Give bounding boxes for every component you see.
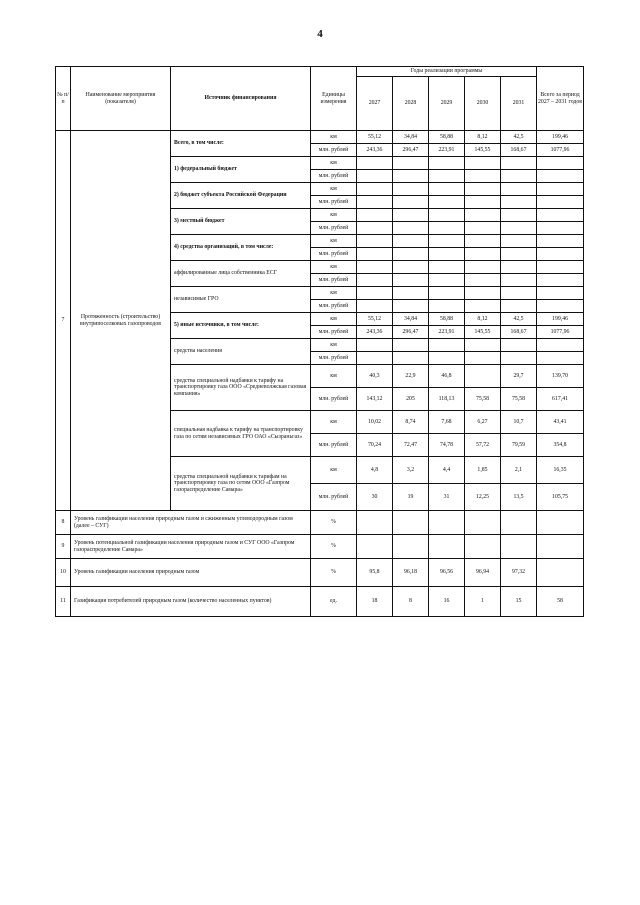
- value-cell: 58,88: [429, 131, 465, 144]
- value-cell: 22,9: [393, 365, 429, 388]
- source-cell: 3) местный бюджет: [171, 209, 311, 235]
- value-cell: [465, 183, 501, 196]
- value-cell: [537, 287, 584, 300]
- value-cell: 168,67: [501, 144, 537, 157]
- value-cell: 8,12: [465, 313, 501, 326]
- value-cell: [357, 248, 393, 261]
- unit-cell: млн. рублей: [311, 434, 357, 457]
- row-name: Газификация потребителей природным газом (количество населенных пунктов): [71, 587, 311, 617]
- table-row: [56, 587, 584, 617]
- unit-cell: млн. рублей: [311, 484, 357, 511]
- unit-cell: млн. рублей: [311, 388, 357, 411]
- value-cell: 75,58: [501, 388, 537, 411]
- value-cell: 8: [393, 587, 429, 617]
- value-cell: 42,5: [501, 313, 537, 326]
- value-cell: 96,18: [393, 559, 429, 587]
- header-year: 2031: [501, 77, 537, 131]
- value-cell: [537, 248, 584, 261]
- value-cell: [357, 183, 393, 196]
- table-row: [56, 535, 584, 559]
- value-cell: [465, 274, 501, 287]
- value-cell: [357, 274, 393, 287]
- value-cell: [429, 274, 465, 287]
- value-cell: [393, 261, 429, 274]
- value-cell: [537, 170, 584, 183]
- header-no: № п/п: [56, 67, 71, 131]
- value-cell: [501, 274, 537, 287]
- value-cell: 16: [429, 587, 465, 617]
- value-cell: [393, 248, 429, 261]
- value-cell: [429, 339, 465, 352]
- row-name: Протяженность (строительство) внутрипоселковых газопроводов: [71, 131, 171, 511]
- value-cell: [537, 222, 584, 235]
- value-cell: [465, 287, 501, 300]
- value-cell: [357, 235, 393, 248]
- value-cell: 46,8: [429, 365, 465, 388]
- row-name: Уровень газификации населения природным газом: [71, 559, 311, 587]
- value-cell: 617,41: [537, 388, 584, 411]
- value-cell: [537, 300, 584, 313]
- value-cell: [429, 222, 465, 235]
- value-cell: 139,70: [537, 365, 584, 388]
- value-cell: [393, 352, 429, 365]
- value-cell: 34,84: [393, 313, 429, 326]
- value-cell: [501, 196, 537, 209]
- value-cell: [429, 300, 465, 313]
- value-cell: 145,55: [465, 144, 501, 157]
- value-cell: 96,94: [465, 559, 501, 587]
- unit-cell: км: [311, 339, 357, 352]
- value-cell: 13,5: [501, 484, 537, 511]
- value-cell: 243,36: [357, 326, 393, 339]
- value-cell: [429, 248, 465, 261]
- value-cell: [357, 222, 393, 235]
- value-cell: [465, 261, 501, 274]
- value-cell: [501, 352, 537, 365]
- value-cell: 1077,96: [537, 326, 584, 339]
- value-cell: 15: [501, 587, 537, 617]
- unit-cell: км: [311, 287, 357, 300]
- value-cell: [537, 339, 584, 352]
- unit-cell: км: [311, 235, 357, 248]
- value-cell: 74,78: [429, 434, 465, 457]
- unit-cell: км: [311, 183, 357, 196]
- value-cell: 1077,96: [537, 144, 584, 157]
- value-cell: 58,88: [429, 313, 465, 326]
- value-cell: [465, 535, 501, 559]
- value-cell: 79,59: [501, 434, 537, 457]
- unit-cell: млн. рублей: [311, 300, 357, 313]
- header-year: 2030: [465, 77, 501, 131]
- unit-cell: млн. рублей: [311, 326, 357, 339]
- value-cell: [465, 209, 501, 222]
- header-year: 2028: [393, 77, 429, 131]
- unit-cell: км: [311, 157, 357, 170]
- value-cell: [501, 235, 537, 248]
- unit-cell: млн. рублей: [311, 222, 357, 235]
- unit-cell: млн. рублей: [311, 248, 357, 261]
- value-cell: [357, 287, 393, 300]
- unit-cell: млн. рублей: [311, 196, 357, 209]
- value-cell: 223,91: [429, 326, 465, 339]
- unit-cell: км: [311, 457, 357, 484]
- value-cell: 296,47: [393, 326, 429, 339]
- value-cell: [501, 300, 537, 313]
- value-cell: 145,55: [465, 326, 501, 339]
- value-cell: 168,67: [501, 326, 537, 339]
- value-cell: 7,68: [429, 411, 465, 434]
- unit-cell: %: [311, 511, 357, 535]
- unit-cell: %: [311, 559, 357, 587]
- value-cell: 223,91: [429, 144, 465, 157]
- value-cell: [429, 235, 465, 248]
- header-total: Всего за период 2027 – 2031 годов: [537, 67, 584, 131]
- value-cell: [393, 222, 429, 235]
- value-cell: [501, 248, 537, 261]
- value-cell: [465, 248, 501, 261]
- value-cell: 2,1: [501, 457, 537, 484]
- value-cell: [465, 352, 501, 365]
- header-year: 2029: [429, 77, 465, 131]
- value-cell: 16,35: [537, 457, 584, 484]
- page-number: 4: [317, 28, 323, 40]
- header-source: Источник финансирования: [171, 67, 311, 131]
- source-cell: 5) иные источники, в том числе:: [171, 313, 311, 339]
- value-cell: 42,5: [501, 131, 537, 144]
- value-cell: [429, 157, 465, 170]
- row-no: 7: [56, 131, 71, 511]
- value-cell: 18: [357, 587, 393, 617]
- value-cell: 354,8: [537, 434, 584, 457]
- value-cell: [393, 511, 429, 535]
- row-no: 8: [56, 511, 71, 535]
- unit-cell: млн. рублей: [311, 144, 357, 157]
- value-cell: [465, 300, 501, 313]
- value-cell: 243,36: [357, 144, 393, 157]
- value-cell: 34,84: [393, 131, 429, 144]
- value-cell: [537, 511, 584, 535]
- source-cell: аффилированные лица собственника ЕСГ: [171, 261, 311, 287]
- value-cell: 43,41: [537, 411, 584, 434]
- unit-cell: млн. рублей: [311, 274, 357, 287]
- unit-cell: млн. рублей: [311, 352, 357, 365]
- value-cell: 6,27: [465, 411, 501, 434]
- source-cell: 4) средства организаций, в том числе:: [171, 235, 311, 261]
- value-cell: [537, 235, 584, 248]
- unit-cell: км: [311, 261, 357, 274]
- value-cell: [537, 209, 584, 222]
- value-cell: [429, 352, 465, 365]
- value-cell: 205: [393, 388, 429, 411]
- value-cell: 12,25: [465, 484, 501, 511]
- value-cell: 70,24: [357, 434, 393, 457]
- value-cell: 118,13: [429, 388, 465, 411]
- value-cell: [357, 535, 393, 559]
- value-cell: [537, 274, 584, 287]
- header-year: 2027: [357, 77, 393, 131]
- value-cell: [465, 157, 501, 170]
- value-cell: [393, 170, 429, 183]
- value-cell: [429, 196, 465, 209]
- value-cell: [537, 183, 584, 196]
- value-cell: 75,58: [465, 388, 501, 411]
- value-cell: [429, 535, 465, 559]
- value-cell: [537, 535, 584, 559]
- source-cell: Всего, в том числе:: [171, 131, 311, 157]
- value-cell: [501, 535, 537, 559]
- value-cell: [357, 339, 393, 352]
- value-cell: 3,2: [393, 457, 429, 484]
- value-cell: [393, 183, 429, 196]
- value-cell: 58: [537, 587, 584, 617]
- value-cell: [429, 209, 465, 222]
- value-cell: 199,46: [537, 131, 584, 144]
- source-cell: специальная надбавка к тарифу на транспортировку газа по сетям независимых ГРО ОАО «Сызраньгаз»: [171, 411, 311, 457]
- unit-cell: %: [311, 535, 357, 559]
- table-row: [56, 559, 584, 587]
- source-cell: средства населения: [171, 339, 311, 365]
- value-cell: 57,72: [465, 434, 501, 457]
- value-cell: [501, 209, 537, 222]
- value-cell: [537, 157, 584, 170]
- row-no: 10: [56, 559, 71, 587]
- value-cell: 30: [357, 484, 393, 511]
- header-units: Единицы измерения: [311, 67, 357, 131]
- value-cell: [393, 274, 429, 287]
- value-cell: [393, 235, 429, 248]
- value-cell: 72,47: [393, 434, 429, 457]
- value-cell: [393, 339, 429, 352]
- value-cell: [429, 511, 465, 535]
- value-cell: 29,7: [501, 365, 537, 388]
- value-cell: [465, 511, 501, 535]
- value-cell: [465, 235, 501, 248]
- source-cell: независимые ГРО: [171, 287, 311, 313]
- value-cell: [429, 261, 465, 274]
- value-cell: [357, 196, 393, 209]
- value-cell: [393, 196, 429, 209]
- value-cell: [357, 170, 393, 183]
- value-cell: [357, 157, 393, 170]
- row-name: Уровень газификации населения природным газом и сжиженным углеводородным газом (далее – СУГ): [71, 511, 311, 535]
- table-row: [56, 131, 584, 144]
- value-cell: 40,3: [357, 365, 393, 388]
- value-cell: [429, 287, 465, 300]
- value-cell: 10,02: [357, 411, 393, 434]
- value-cell: [501, 183, 537, 196]
- value-cell: [393, 157, 429, 170]
- value-cell: [357, 511, 393, 535]
- row-no: 9: [56, 535, 71, 559]
- value-cell: 199,46: [537, 313, 584, 326]
- value-cell: [465, 365, 501, 388]
- value-cell: [357, 261, 393, 274]
- value-cell: [393, 287, 429, 300]
- unit-cell: км: [311, 411, 357, 434]
- value-cell: 55,12: [357, 313, 393, 326]
- header-years-group: Годы реализации программы: [357, 67, 537, 77]
- value-cell: [501, 222, 537, 235]
- value-cell: [393, 300, 429, 313]
- value-cell: [429, 183, 465, 196]
- unit-cell: км: [311, 131, 357, 144]
- value-cell: 1: [465, 587, 501, 617]
- value-cell: [465, 196, 501, 209]
- value-cell: 4,8: [357, 457, 393, 484]
- value-cell: [465, 339, 501, 352]
- value-cell: [501, 339, 537, 352]
- source-cell: 2) бюджет субъекта Российской Федерации: [171, 183, 311, 209]
- value-cell: [501, 511, 537, 535]
- header-name: Наименование мероприятия (показателя): [71, 67, 171, 131]
- source-cell: средства специальной надбавки к тарифу на транспортировку газа ООО «Средневолжская газовая компания»: [171, 365, 311, 411]
- row-name: Уровень потенциальной газификации населения природным газом и СУГ ООО «Газпром газораспределение Самара»: [71, 535, 311, 559]
- source-cell: средства специальной надбавки к тарифам на транспортировку газа по сетям ООО «Газпром газораспределение Самара»: [171, 457, 311, 511]
- value-cell: 105,75: [537, 484, 584, 511]
- value-cell: 8,12: [465, 131, 501, 144]
- value-cell: [501, 261, 537, 274]
- value-cell: 95,8: [357, 559, 393, 587]
- value-cell: 296,47: [393, 144, 429, 157]
- unit-cell: млн. рублей: [311, 170, 357, 183]
- table-row: [56, 511, 584, 535]
- unit-cell: км: [311, 365, 357, 388]
- value-cell: [393, 209, 429, 222]
- value-cell: 55,12: [357, 131, 393, 144]
- source-cell: 1) федеральный бюджет: [171, 157, 311, 183]
- value-cell: 96,56: [429, 559, 465, 587]
- value-cell: [429, 170, 465, 183]
- value-cell: 8,74: [393, 411, 429, 434]
- value-cell: [465, 222, 501, 235]
- value-cell: 143,12: [357, 388, 393, 411]
- value-cell: 1,85: [465, 457, 501, 484]
- value-cell: [393, 535, 429, 559]
- value-cell: 97,32: [501, 559, 537, 587]
- value-cell: [537, 261, 584, 274]
- unit-cell: ед.: [311, 587, 357, 617]
- unit-cell: км: [311, 209, 357, 222]
- value-cell: [501, 287, 537, 300]
- value-cell: 31: [429, 484, 465, 511]
- value-cell: [537, 352, 584, 365]
- value-cell: 4,4: [429, 457, 465, 484]
- value-cell: 10,7: [501, 411, 537, 434]
- unit-cell: км: [311, 313, 357, 326]
- value-cell: [465, 170, 501, 183]
- value-cell: [357, 209, 393, 222]
- row-no: 11: [56, 587, 71, 617]
- value-cell: [537, 196, 584, 209]
- value-cell: [501, 157, 537, 170]
- value-cell: [537, 559, 584, 587]
- value-cell: [501, 170, 537, 183]
- value-cell: 19: [393, 484, 429, 511]
- value-cell: [357, 352, 393, 365]
- program-table: [55, 66, 584, 617]
- value-cell: [357, 300, 393, 313]
